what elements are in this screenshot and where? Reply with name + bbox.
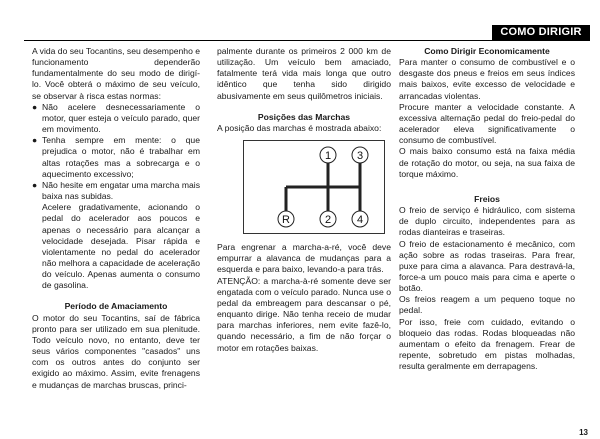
attention-paragraph: ATENÇÃO: a marcha-à-ré somente deve ser engatada com o veículo parado. Nunca use o pedal da embreagem para descansar o pé, enquanto dirige. Não tenha receio de mudar para marchas inferiores, nem evite fazê-lo, quando necessário, a fim de não forçar o motor em rotações baixas. bbox=[217, 275, 391, 353]
amaciamento-paragraph: O motor do seu Tocantins, saí de fábrica pronto para ser utilizado em sua plenitude. Todo veículo novo, no entanto, deve ter seus vários componentes "casados" uns com os outros antes do conjunto ser exigido ao máximo. Assim, evite frenagens e mudanças de marchas bruscas, princi- bbox=[32, 312, 200, 390]
economia-paragraph-3: O mais baixo consumo está na faixa média de rotação do motor, ou seja, na sua faixa de torque máximo. bbox=[399, 146, 575, 179]
page-number: 13 bbox=[579, 428, 588, 437]
reverse-instructions: Para engrenar a marcha-a-ré, você deve empurrar a alavanca de mudanças para a esquerda e para baixo, levando-a para trás. bbox=[217, 242, 391, 275]
header-bar bbox=[24, 25, 590, 41]
bullet-item: ● Não acelere desnecessariamente o motor, quer esteja o veículo parado, quer em movimento. bbox=[32, 101, 200, 135]
economia-paragraph-2: Procure manter a velocidade constante. A excessiva alternação pedal do freio-pedal do acelerador eleva significativamente o consumo de combustível. bbox=[399, 101, 575, 146]
gear-label-4: 4 bbox=[356, 214, 364, 227]
column-2 bbox=[217, 46, 391, 354]
freios-paragraph-4: Por isso, freie com cuidado, evitando o bloqueio das rodas. Rodas bloqueadas não aumentam o efeito da frenagem. Frear de repente, sobretudo em pistas molhadas, resulta geralmente em derrapagens. bbox=[399, 316, 575, 372]
gear-label-2: 2 bbox=[324, 214, 332, 227]
freios-paragraph-3: Os freios reagem a um pequeno toque no pedal. bbox=[399, 294, 575, 316]
amaciamento-continuation: palmente durante os primeiros 2 000 km de utilização. Um veículo bem amaciado, fatalmente terá vida mais longa que outro idêntico que tenha sido dirigido abusivamente em seus quilômetros iniciais. bbox=[217, 46, 391, 101]
section-heading-marchas: Posições das Marchas bbox=[257, 111, 351, 122]
gear-label-r: R bbox=[282, 214, 290, 227]
section-heading-amaciamento: Período de Amaciamento bbox=[64, 301, 168, 312]
section-title-tab: COMO DIRIGIR bbox=[492, 25, 590, 40]
bullet-item: ● Tenha sempre em mente: o que prejudica o motor, não é trabalhar em altas rotações mas a sobrecarga e o aquecimento excessivo; bbox=[32, 135, 200, 179]
column-3 bbox=[399, 46, 575, 372]
bullet-icon: ● bbox=[32, 179, 38, 190]
bullet-continuation: Acelere gradativamente, acionando o pedal do acelerador aos poucos e apenas o necessário para alcançar a velocidade desejada. Pisar rápida e violentamente no pedal do acelerador não melhora a capacidade de aceleração do veículo. Apenas aumenta o consumo de gasolina. bbox=[42, 202, 200, 291]
bullet-icon: ● bbox=[32, 135, 38, 146]
intro-paragraph: A vida do seu Tocantins, seu desempenho e funcionamento dependerão fundamentalmente do seu modo de dirigí-lo. Você obterá o máximo de seu veículo, se observar à risca estas normas: bbox=[32, 46, 201, 101]
economia-paragraph-1: Para manter o consumo de combustível e o desgaste dos pneus e freios em seus índices mais baixos, evite excesso de velocidade e arrancadas violentas. bbox=[399, 57, 575, 101]
gear-label-1: 1 bbox=[324, 150, 332, 163]
section-heading-freios: Freios bbox=[474, 193, 500, 204]
freios-paragraph-2: O freio de estacionamento é mecânico, com ação sobre as rodas traseiras. Para frear, puxe para cima a alavanca. Para destravá-la, force-a um pouco mais para cima e aperte o botão. bbox=[399, 238, 575, 294]
column-1 bbox=[32, 46, 200, 391]
freios-paragraph-1: O freio de serviço é hidráulico, com sistema de duplo circuito, independentes para as rodas dianteiras e traseiras. bbox=[399, 205, 575, 238]
bullet-icon: ● bbox=[32, 101, 38, 112]
gear-diagram bbox=[243, 140, 385, 234]
gear-label-3: 3 bbox=[356, 150, 364, 163]
bullet-item: ● Não hesite em engatar uma marcha mais baixa nas subidas. bbox=[32, 179, 200, 202]
section-heading-economia: Como Dirigir Economicamente bbox=[424, 46, 550, 56]
marchas-intro: A posição das marchas é mostrada abaixo: bbox=[217, 122, 382, 133]
